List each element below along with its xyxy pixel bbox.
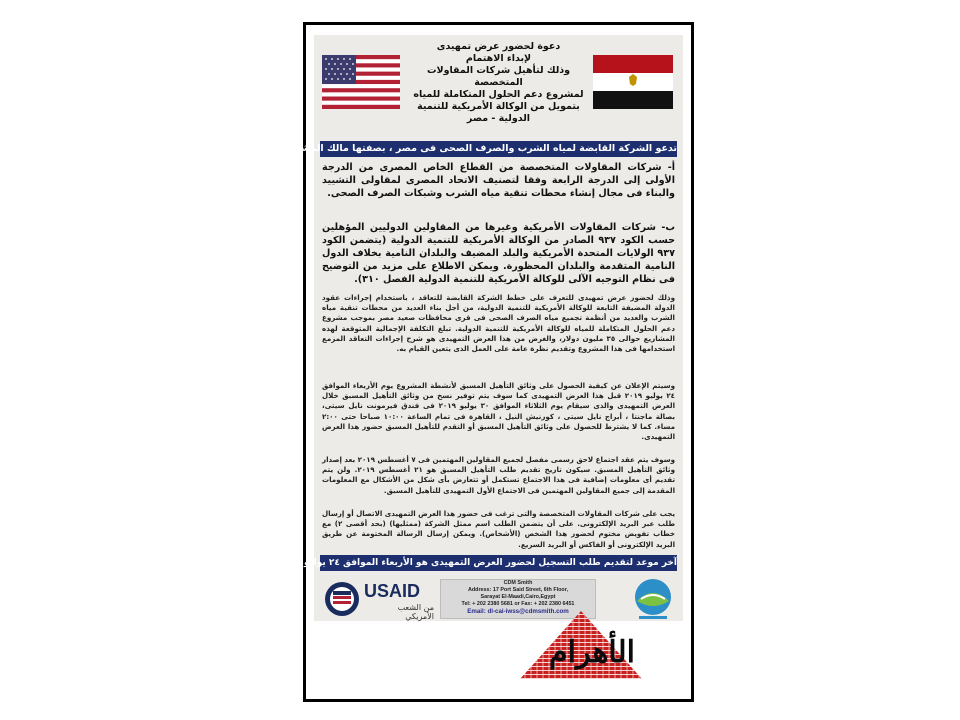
- header-line-3: وذلك لتأهيل شركات المقاولات المتخصصة: [426, 65, 571, 88]
- contact-phone: Tel: + 202 2380 5681 or Fax: + 202 2380 6451: [461, 601, 575, 607]
- usaid-wordmark: USAID: [364, 581, 421, 601]
- invitation-header: [406, 41, 591, 125]
- egypt-flag-icon: [593, 55, 673, 109]
- contact-email: Email: dl-cai-iwss@cdmsmith.com: [467, 608, 569, 615]
- paragraph-a: أ- شركات المقاولات المتخصصة من القطاع الخاص المصرى من الدرجة الأولى إلى الدرجة الرابعة وفقا لتصنيف الاتحاد المصرى لمقاولى التشييد والبناء فى مجال إنشاء محطات تنقية مياه الشرب وشبكات الصرف الصحى.: [322, 162, 675, 199]
- usaid-logo: [324, 579, 434, 619]
- header-line-2: لإبداء الاهتمام: [465, 53, 532, 64]
- usaid-tagline: من الشعب الأمريكي: [397, 603, 434, 621]
- header-line-5: بتمويل من الوكالة الأمريكية للتنمية الدولية - مصر: [417, 101, 580, 124]
- newspaper-clipping-frame: [275, 22, 694, 702]
- body-paragraph-3: وسوف يتم عقد اجتماع لاحق رسمى مفصل لجميع المقاولين المهتمين فى ٧ أغسطس ٢٠١٩ بعد إصدار وثائق التأهيل المسبق. سيكون تاريخ تقديم طلب التأهيل المسبق هو ٢١ أغسطس ٢٠١٩. ولن يتم تقديم أى معلومات إضافية فى هذا الاجتماع تستكمل أو تتعارض بأى شكل من الأشكال مع المعلومات المقدمة إلى جميع المقاولين المهتمين فى الاجتماع الأول التمهيدى للتأهيل المسبق.: [322, 455, 676, 495]
- body-paragraph-2: وسيتم الإعلان عن كيفية الحصول على وثائق التأهيل المسبق لأنشطة المشروع يوم الأربعاء الموافق ٢٤ يوليو ٢٠١٩ قبل هذا العرض التمهيدى كما سوف يتم توفير نسخ من وثائق التأهيل المسبق خلال العرض التمهيدى والذى سيقام يوم الثلاثاء الموافق ٣٠ يوليو ٢٠١٩ فى فندق فيرمونت نايل سيتى، بصالة ماجنتا ، أبراج نايل سيتى ، كورنيش النيل ، القاهرة فى تمام الساعة ١٠:٠٠ صباحا حتى ٢:٠٠ مساء. كما لا يشترط للحصول على وثائق التأهيل المسبق أو التقدم للتأهيل المسبق حضور هذا العرض التمهيدى.: [322, 381, 676, 442]
- masthead-title: الأهرام: [549, 635, 635, 670]
- intro-banner: تدعو الشركة القابضة لمياه الشرب والصرف الصحى فى مصر ، بصفتها مالك المشروع:: [320, 141, 677, 157]
- contact-company: CDM Smith: [503, 580, 533, 586]
- usaid-seal-icon: [324, 581, 360, 617]
- body-paragraph-1: وذلك لحضور عرض تمهيدى للتعرف على خطط الشركة القابضة للتعاقد ، باستخدام إجراءات عقود الدولة المضيفة التابعة للوكالة الأمريكية للتنمية الدولية، من أجل بناء العديد من محطات تنقية مياه الشرب والعديد من أنظمة تجميع مياه الصرف الصحى فى قرى محافظات صعيد مصر بموجب مشروع دعم الحلول المتكاملة للمياه للوكالة الأمريكية للتنمية الدولية. تبلغ التكلفة الإجمالية المتوقعة لهذه المشاريع حوالى ٣٥ مليون دولار، والغرض من هذا العرض التمهيدى هو شرح إجراءات التعاقد المزمع استخدامها فى هذا المشروع وتقديم نظرة عامة على العمل الذى يتعين القيام به.: [322, 293, 675, 354]
- header-line-1: دعوة لحضور عرض تمهيدى: [436, 41, 561, 52]
- deadline-banner: آخر موعد لتقديم طلب التسجيل لحضور العرض التمهيدى هو الأربعاء الموافق ٢٤ يوليو ٢٠١٩.: [320, 555, 677, 571]
- contact-address-line-1: Address: 17 Port Said Street, 6th Floor,: [467, 587, 569, 593]
- body-paragraph-4: يجب على شركات المقاولات المتخصصة والتى ترغب فى حضور هذا العرض التمهيدى الاتصال أو إرسال طلب عبر البريد الإلكترونى. على أن يتضمن الطلب اسم ممثل الشركة (ممثليها) (بحد أقصى ٢) مع خطاب تفويض مختوم لحضور هذا الشخص (الأشخاص). ويمكن إرسال الرسالة المختومة عن طريق البريد الإلكترونى أو الفاكس أو البريد السريع.: [322, 509, 675, 549]
- contact-address-line-2: Sarayat El-Maadi,Cairo,Egypt: [480, 594, 556, 600]
- us-flag-icon: [322, 55, 400, 109]
- paragraph-b: ب- شركات المقاولات الأمريكية وغيرها من المقاولين الدوليين المؤهلين حسب الكود ٩٣٧ الصادر من الوكالة الأمريكية للتنمية الدولية (يتضمن الكود ٩٣٧ الولايات المتحدة الأمريكية والبلد المضيف والبلدان النامية بخلاف الدول النامية المتقدمة والبلدان المحظورة. ويمكن الاطلاع على مزيد من التوضيح فى نظام التوجيه الآلى للوكالة الأمريكية للتنمية الدولية الفصل ٣١٠).: [322, 222, 676, 285]
- advertisement: [275, 35, 683, 621]
- header-line-4: لمشروع دعم الحلول المتكاملة للمياه: [413, 89, 584, 100]
